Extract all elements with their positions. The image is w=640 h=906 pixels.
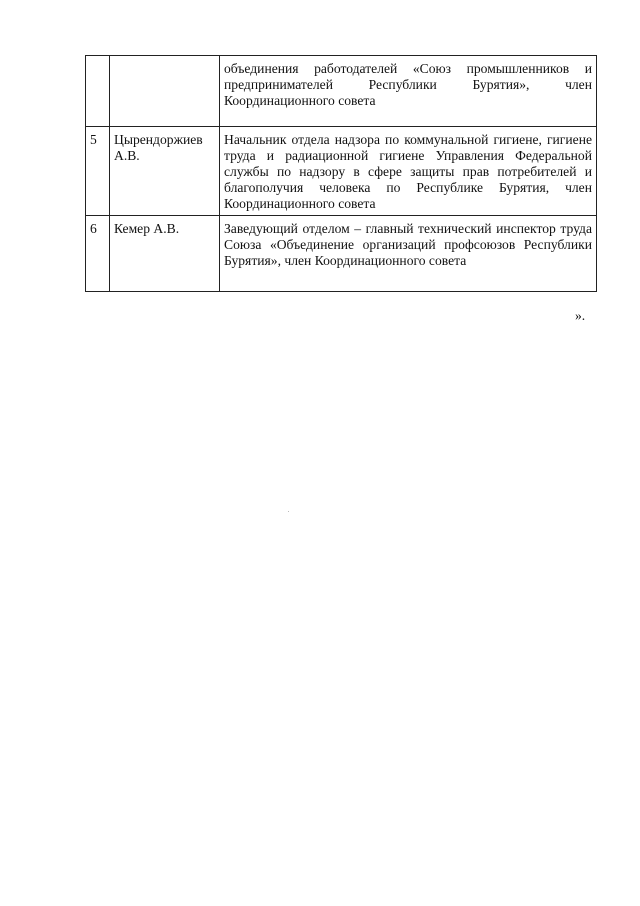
member-name-cell: Кемер А.В.	[110, 216, 220, 292]
table-row	[86, 216, 597, 292]
member-name-cell: Цырендоржиев А.В.	[110, 127, 220, 216]
table-row	[86, 127, 597, 216]
council-members-table	[85, 55, 597, 292]
scan-speck	[288, 511, 289, 512]
row-number-cell: 6	[86, 216, 110, 292]
row-number-cell	[86, 56, 110, 127]
closing-quote-mark: ».	[575, 308, 586, 323]
member-position-cell: объединения работодателей «Союз промышленников и предпринимателей Республики Бурятия», член Координационного совета	[220, 56, 597, 127]
member-position-cell: Заведующий отделом – главный технический инспектор труда Союза «Объединение организаций профсоюзов Республики Бурятия», член Координационного совета	[220, 216, 597, 292]
table-row	[86, 56, 597, 127]
member-position-cell: Начальник отдела надзора по коммунальной гигиене, гигиене труда и радиационной гигиене Управления Федеральной службы по надзору в сфере защиты прав потребителей и благополучия человека по Республике Бурятия, член Координационного совета	[220, 127, 597, 216]
row-number-cell: 5	[86, 127, 110, 216]
member-name-cell	[110, 56, 220, 127]
